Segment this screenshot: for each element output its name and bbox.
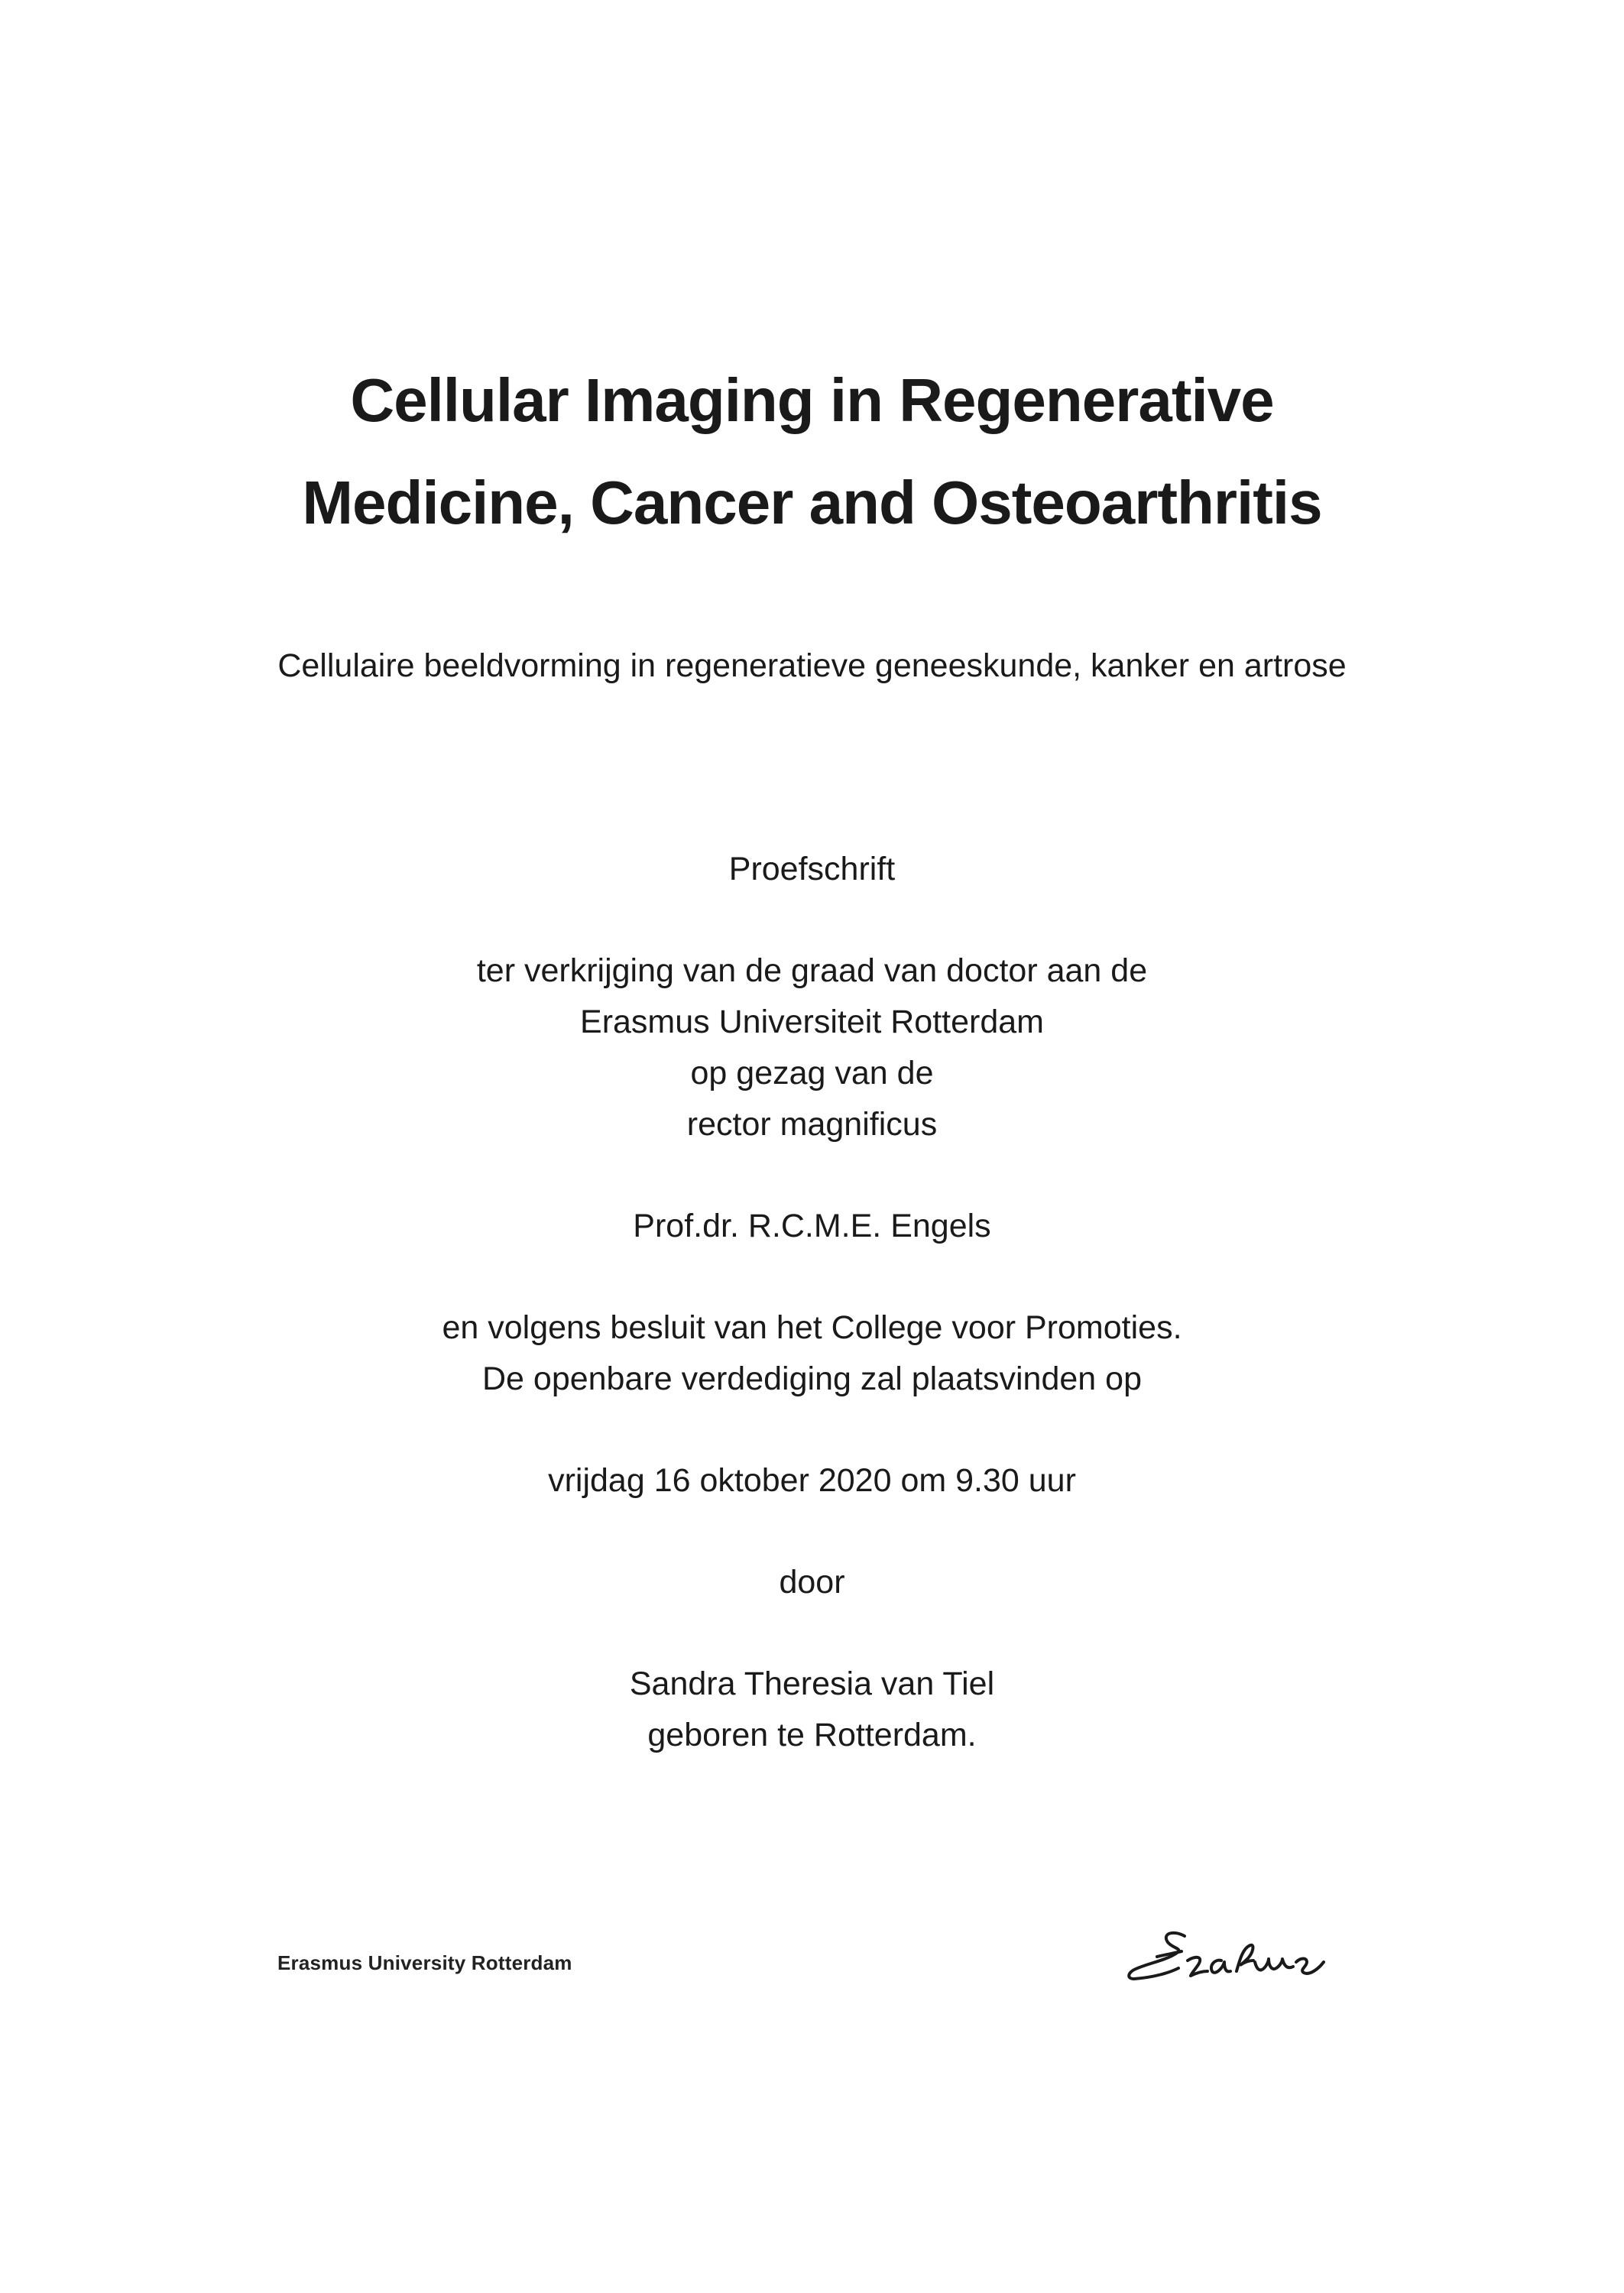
door-label: door: [779, 1564, 845, 1601]
institution-name: Erasmus University Rotterdam: [277, 1951, 572, 1974]
degree-line-4: rector magnificus: [686, 1106, 938, 1143]
birthplace: geboren te Rotterdam.: [647, 1717, 977, 1753]
college-line-1: en volgens besluit van het College voor Promoties.: [442, 1309, 1182, 1346]
degree-line-1: ter verkrijging van de graad van doctor aan de: [476, 952, 1148, 989]
author-name: Sandra Theresia van Tiel: [629, 1665, 995, 1702]
rector-name: Prof.dr. R.C.M.E. Engels: [633, 1208, 991, 1244]
erasmus-signature-logo-icon: [1123, 1922, 1341, 1991]
defense-date: vrijdag 16 oktober 2020 om 9.30 uur: [548, 1462, 1076, 1499]
degree-line-3: op gezag van de: [690, 1055, 934, 1091]
college-line-2: De openbare verdediging zal plaatsvinden op: [481, 1361, 1142, 1397]
proefschrift-label: Proefschrift: [728, 851, 896, 887]
title-line-1: Cellular Imaging in Regenerative: [350, 366, 1274, 434]
degree-line-2: Erasmus Universiteit Rotterdam: [580, 1004, 1044, 1040]
title-line-2: Medicine, Cancer and Osteoarthritis: [302, 469, 1322, 537]
dutch-subtitle: Cellulaire beeldvorming in regeneratieve geneeskunde, kanker en artrose: [277, 647, 1347, 684]
